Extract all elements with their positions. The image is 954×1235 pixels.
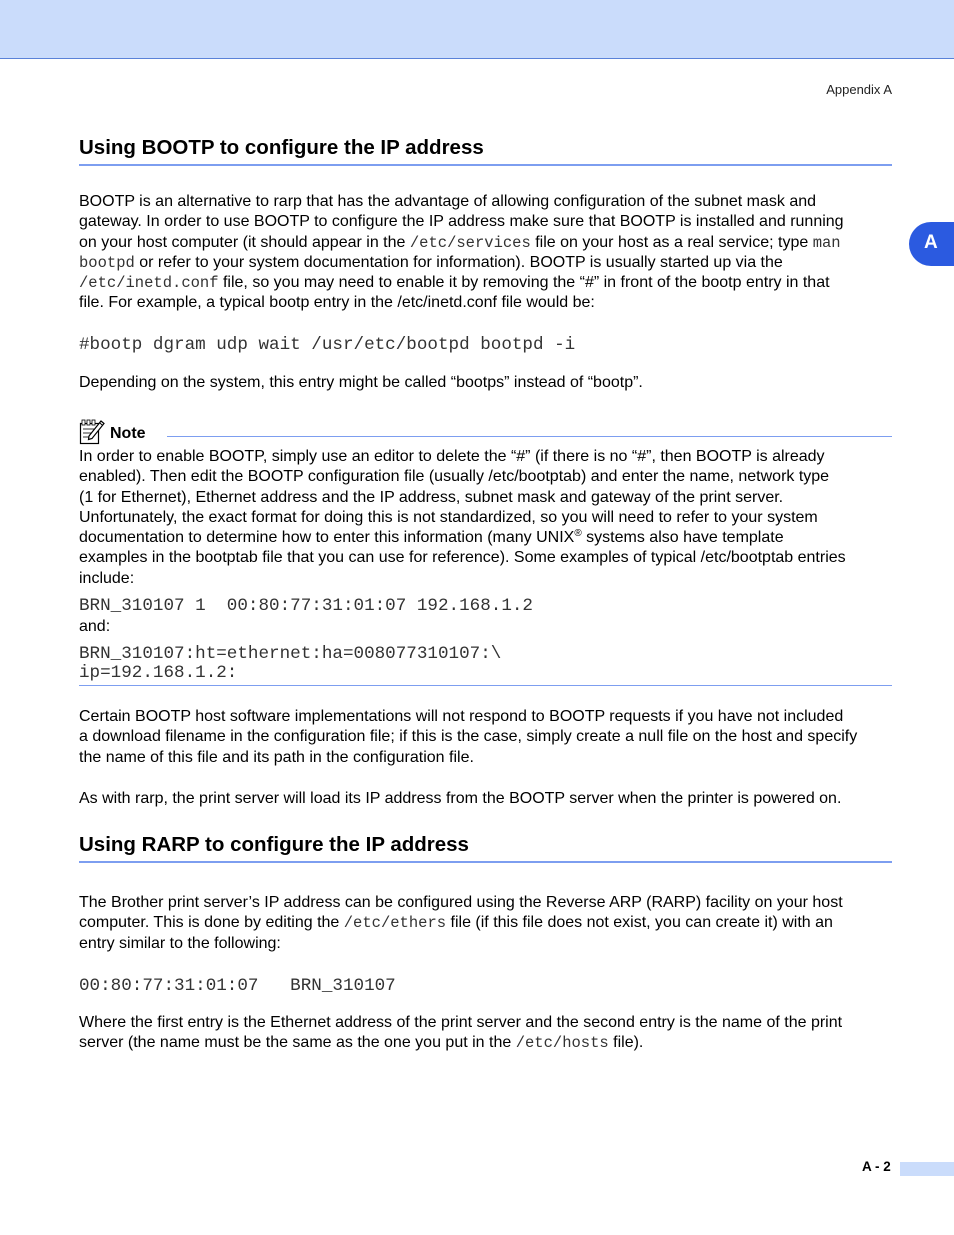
section-heading-bootp: Using BOOTP to configure the IP address — [79, 136, 892, 166]
note-end-divider — [79, 685, 892, 686]
bootptab-example-2a: BRN_310107:ht=ethernet:ha=008077310107:\ — [79, 644, 502, 664]
section-heading-rarp: Using RARP to configure the IP address — [79, 833, 892, 863]
rarp-where-paragraph: Where the first entry is the Ethernet address of the print server and the second entry is the name of the print server (the name must be the same as the one you put in the /etc/hosts file). — [79, 1014, 843, 1053]
bootptab-example-2b: ip=192.168.1.2: — [79, 663, 238, 683]
bootp-inetd-code: #bootp dgram udp wait /usr/etc/bootpd bootpd -i — [79, 335, 576, 355]
note-divider — [167, 436, 892, 437]
note-pencil-icon — [79, 419, 105, 445]
footer-bar — [900, 1162, 954, 1176]
note-body: In order to enable BOOTP, simply use an editor to delete the “#” (if there is no “#”, then BOOTP is already enabled). Then edit the BOOTP configuration file (usually /etc/bootptab) and enter the name, network type (1 for Ethernet), Ethernet address and the IP address, subnet mask and gateway of the print server. Unfortunately, the exact format for doing this is not standardized, so you will need to refer to your system documentation to determine how to enter this information (many UNIX® systems also have template examples in the bootptab file that you can use for reference). Some examples of typical /etc/bootptab entries include: — [79, 448, 846, 587]
note-label: Note — [110, 425, 146, 442]
header-band — [0, 0, 954, 59]
note-and-text: and: — [79, 618, 111, 635]
registered-mark: ® — [574, 528, 582, 540]
bootptab-example-1: BRN_310107 1 00:80:77:31:01:07 192.168.1.2 — [79, 596, 533, 616]
bootp-intro-paragraph: BOOTP is an alternative to rarp that has the advantage of allowing configuration of the subnet mask and gateway. In order to use BOOTP to configure the IP address make sure that BOOTP is installed and running on your host computer (it should appear in the /etc/services file on your host as a real service; type man bootpd or refer to your system documentation for information). BOOTP is usually started up via the /etc/inetd.conf file, so you may need to enable it by removing the “#” in front of the bootp entry in that file. For example, a typical bootp entry in the /etc/inetd.conf file would be: — [79, 193, 844, 312]
bootp-software-paragraph: Certain BOOTP host software implementations will not respond to BOOTP requests if you have not included a download filename in the configuration file; if this is the case, simply create a null file on the host and specify the name of this file and its path in the configuration file. — [79, 708, 858, 766]
ethers-code-entry: 00:80:77:31:01:07 BRN_310107 — [79, 976, 396, 996]
page-number: A - 2 — [862, 1159, 891, 1174]
rarp-load-paragraph: As with rarp, the print server will load its IP address from the BOOTP server when the printer is powered on. — [79, 790, 842, 807]
appendix-side-tab — [909, 222, 954, 266]
bootps-paragraph: Depending on the system, this entry might be called “bootps” instead of “bootp”. — [79, 374, 643, 391]
appendix-label: Appendix A — [826, 82, 892, 97]
side-tab-letter: A — [924, 232, 938, 253]
note-header — [79, 419, 892, 447]
rarp-intro-paragraph: The Brother print server’s IP address can be configured using the Reverse ARP (RARP) facility on your host computer. This is done by editing the /etc/ethers file (if this file does not exist, you can create it) with an entry similar to the following: — [79, 894, 843, 952]
